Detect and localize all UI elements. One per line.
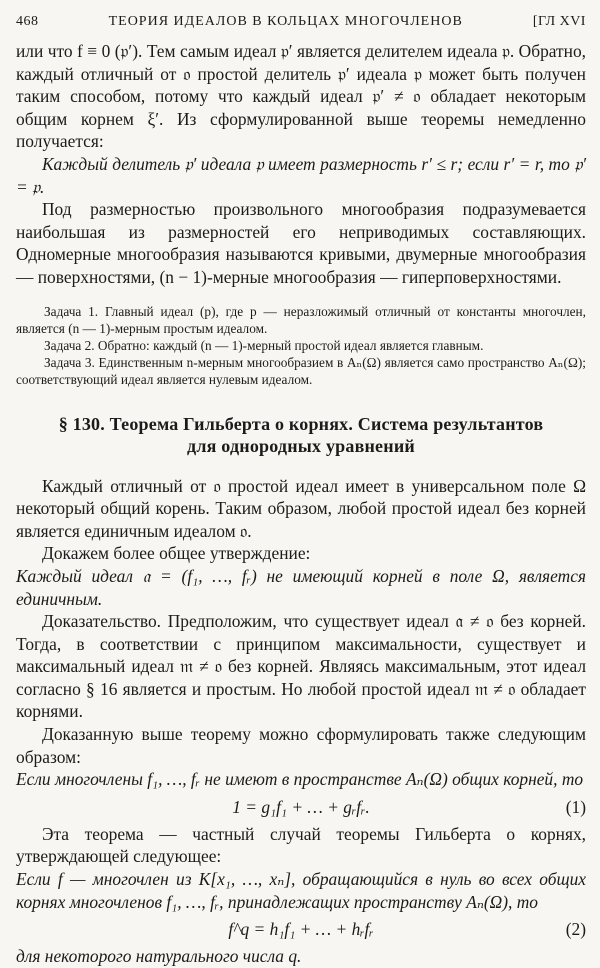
theorem-statement: для некоторого натурального числа q. [16, 946, 302, 967]
theorem-statement: Каждый идеал 𝔞 = (f₁, …, fᵣ) не имеющий корней в поле Ω, является единичным. [16, 565, 586, 609]
paragraph: Докажем более общее утверждение: [42, 543, 311, 564]
formula-number: (1) [565, 796, 586, 817]
paragraph: Доказанную выше теорему можно сформулировать также следующим образом: [16, 724, 586, 767]
paragraph: или что f ≡ 0 (𝔭′). Тем самым идеал 𝔭′ является делителем идеала 𝔭. Обратно, каждый отличный от 𝔬 простой делитель 𝔭′ идеала 𝔭 может быть получен таким способом, потому что каждый идеал 𝔭′ ≠ 𝔬 обладает некоторым общим корнем ξ′. Из сформулированной выше теоремы немедленно получается: [16, 41, 586, 152]
problem-1: Задача 1. Главный идеал (p), где p — неразложимый отличный от константы многочлен, является (n — 1)-мерным простым идеалом. [16, 303, 586, 336]
section-heading-line-1: § 130. Теорема Гильберта о корнях. Система результантов [58, 413, 544, 434]
theorem-statement: Каждый делитель 𝔭′ идеала 𝔭 имеет размерность r′ ≤ r; если r′ = r, то 𝔭′ = 𝔭. [16, 153, 586, 197]
theorem-statement: Если многочлены f₁, …, fᵣ не имеют в пространстве Aₙ(Ω) общих корней, то [16, 769, 584, 790]
formula-2 [16, 917, 586, 941]
problem-2: Задача 2. Обратно: каждый (n — 1)-мерный простой идеал является главным. [44, 337, 484, 353]
paragraph: Каждый отличный от 𝔬 простой идеал имеет в универсальном поле Ω некоторый общий корень. Таким образом, любой простой идеал без корней является единичным идеалом 𝔬. [16, 475, 586, 541]
problems [16, 303, 586, 389]
section-heading [16, 413, 586, 457]
running-head [16, 14, 586, 30]
page-number: 468 [16, 14, 39, 29]
problem-3: Задача 3. Единственным n-мерным многообразием в Aₙ(Ω) является само пространство Aₙ(Ω); соответствующий идеал является нулевым идеалом. [16, 355, 586, 388]
chapter-label: [ГЛ XVI [532, 14, 586, 29]
formula-1 [16, 795, 586, 819]
formula-expression: f^q = h₁f₁ + … + hᵣfᵣ [228, 919, 374, 940]
paragraph: Эта теорема — частный случай теоремы Гильберта о корнях, утверждающей следующее: [16, 823, 586, 867]
formula-expression: 1 = g₁f₁ + … + gᵣfᵣ. [232, 796, 370, 817]
formula-number: (2) [565, 919, 586, 940]
running-title: ТЕОРИЯ ИДЕАЛОВ В КОЛЬЦАХ МНОГОЧЛЕНОВ [108, 14, 463, 29]
paragraph-definition: Под размерностью произвольного многообразия подразумевается наибольшая из размерностей его неприводимых составляющих. Одномерные многообразия называются кривыми, двумерные многообразия — поверхностями, (n − 1)-мерные многообразия — гиперповерхностями. [16, 199, 586, 287]
theorem-statement: Если f — многочлен из K[x₁, …, xₙ], обращающийся в нуль во всех общих корнях многочленов f₁, …, fᵣ, принадлежащих пространству Aₙ(Ω), то [16, 869, 586, 912]
proof-paragraph: Доказательство. Предположим, что существует идеал 𝔞 ≠ 𝔬 без корней. Тогда, в соответствии с принципом максимальности, существует и максимальный идеал 𝔪 ≠ 𝔬 без корней. Являясь максимальным, этот идеал согласно § 16 является и простым. Но любой простой идеал 𝔪 ≠ 𝔬 обладает корнями. [16, 611, 586, 722]
section-heading-line-2: для однородных уравнений [187, 435, 415, 456]
page [16, 14, 586, 968]
